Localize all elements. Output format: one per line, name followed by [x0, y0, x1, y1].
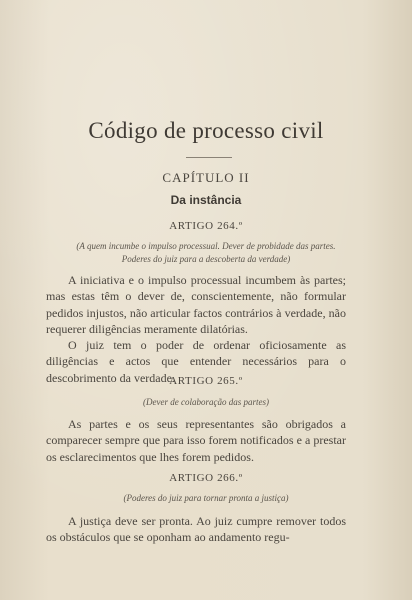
article-264-note [40, 240, 372, 266]
article-265-paragraph-1: As partes e os seus representantes são obrigados a comparecer sempre que para isso forem notificados e a prestar os esclarecimentos que lhes forem pedidos. [46, 417, 346, 464]
article-266-note: (Poderes do juiz para tornar pronta a justiça) [123, 493, 289, 503]
article-266-heading: ARTIGO 266.º [169, 472, 243, 484]
section-heading: Da instância [170, 193, 242, 207]
title-divider [186, 157, 232, 158]
article-265-note: (Dever de colaboração das partes) [143, 397, 269, 407]
page-title: Código de processo civil [88, 118, 324, 143]
article-264-paragraph-2: O juiz tem o poder de ordenar oficiosamente as diligências e actos que entender necessários para o descobrimento da verdade. [46, 338, 346, 385]
article-266-paragraph-1: A justiça deve ser pronta. Ao juiz cumpre remover todos os obstáculos que se oponham ao andamento regu- [46, 514, 346, 545]
article-264-note-line1: (A quem incumbe o impulso processual. Dever de probidade das partes. [76, 241, 336, 251]
chapter-heading: CAPÍTULO II [162, 170, 250, 185]
article-264-note-line2: Poderes do juiz para a descoberta da verdade) [121, 254, 291, 264]
article-265-heading: ARTIGO 265.º [169, 375, 243, 387]
article-264-heading: ARTIGO 264.º [169, 220, 243, 232]
article-264-paragraph-1: A iniciativa e o impulso processual incumbem às partes; mas estas têm o dever de, conscientemente, não formular pedidos injustos, não articular factos contrários à verdade, não requerer diligências meramente dilatórias. [46, 273, 346, 336]
